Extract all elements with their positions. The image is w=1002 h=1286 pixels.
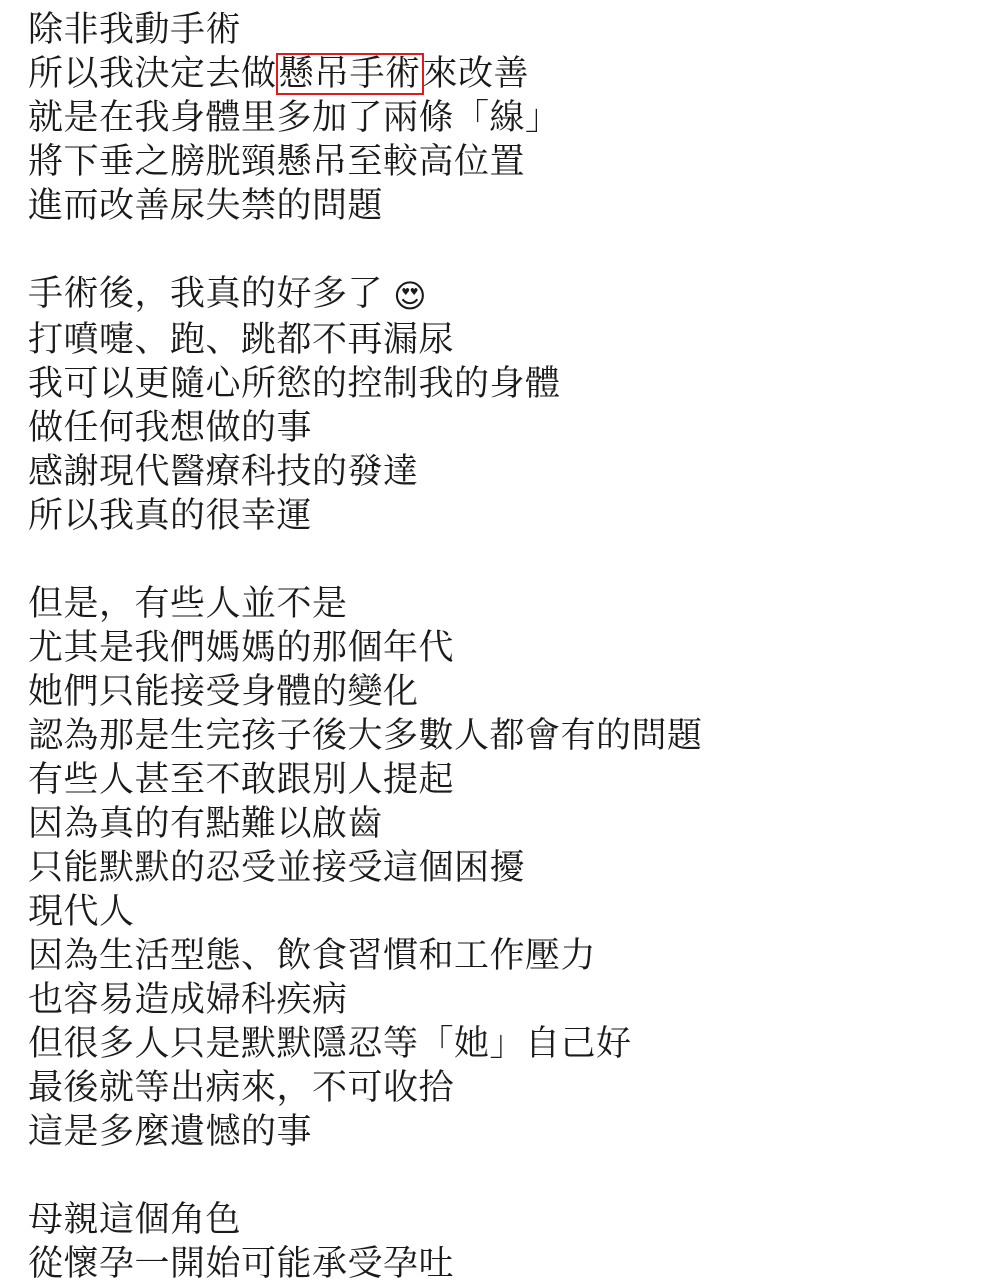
text-run: 母親這個角色 — [28, 1200, 242, 1239]
text-line — [28, 1198, 1002, 1242]
text-run: 做任何我想做的事 — [28, 408, 313, 447]
text-run: 但很多人只是默默隱忍等「她」自己好 — [28, 1024, 632, 1063]
text-line — [28, 934, 1002, 978]
text-run: 只能默默的忍受並接受這個困擾 — [28, 848, 526, 887]
text-line — [28, 890, 1002, 934]
text-run: 打噴嚏、跑、跳都不再漏尿 — [28, 320, 455, 359]
text-line — [28, 582, 1002, 626]
paragraph — [28, 8, 1002, 228]
text-line — [28, 714, 1002, 758]
text-run: 尤其是我們媽媽的那個年代 — [28, 628, 455, 667]
text-run: 這是多麼遺憾的事 — [28, 1112, 313, 1151]
text-run: 她們只能接受身體的變化 — [28, 672, 419, 711]
text-run: 感謝現代醫療科技的發達 — [28, 452, 419, 491]
text-run: 但是，有些人並不是 — [28, 584, 348, 623]
text-run: 手術後，我真的好多了 — [28, 274, 394, 313]
text-line — [28, 802, 1002, 846]
text-run: 所以我真的很幸運 — [28, 496, 313, 535]
text-run: 將下垂之膀胱頸懸吊至較高位置 — [28, 142, 526, 181]
text-run: 也容易造成婦科疾病 — [28, 980, 348, 1019]
text-run: 從懷孕一開始可能承受孕吐 — [28, 1244, 455, 1283]
text-run: 最後就等出病來，不可收拾 — [28, 1068, 455, 1107]
text-line — [28, 494, 1002, 538]
text-line — [28, 272, 1002, 318]
paragraph — [28, 1198, 1002, 1286]
text-line — [28, 978, 1002, 1022]
document-text-body — [28, 8, 1002, 1286]
text-run: 進而改善尿失禁的問題 — [28, 186, 384, 225]
text-line — [28, 96, 1002, 140]
text-run: 就是在我身體里多加了兩條「線」 — [28, 98, 561, 137]
text-line — [28, 450, 1002, 494]
smiling-face-with-hearts-icon: 😍 — [393, 278, 428, 314]
text-line — [28, 670, 1002, 714]
text-run: 因為生活型態、飲食習慣和工作壓力 — [28, 936, 597, 975]
text-run: 有些人甚至不敢跟別人提起 — [28, 760, 455, 799]
text-line — [28, 184, 1002, 228]
text-line — [28, 52, 1002, 96]
text-line — [28, 1066, 1002, 1110]
text-line — [28, 8, 1002, 52]
text-line — [28, 846, 1002, 890]
text-run: 認為那是生完孩子後大多數人都會有的問題 — [28, 716, 703, 755]
paragraph — [28, 272, 1002, 538]
paragraph-gap — [28, 228, 1002, 272]
text-line — [28, 1242, 1002, 1286]
text-line — [28, 318, 1002, 362]
text-run: 我可以更隨心所慾的控制我的身體 — [28, 364, 561, 403]
text-line — [28, 758, 1002, 802]
text-line — [28, 1022, 1002, 1066]
paragraph — [28, 582, 1002, 1154]
text-run: 所以我決定去做 — [28, 54, 277, 93]
text-run: 現代人 — [28, 892, 135, 931]
highlighted-phrase: 懸吊手術 — [276, 53, 424, 95]
text-line — [28, 362, 1002, 406]
text-run: 來改善 — [422, 54, 530, 93]
text-line — [28, 406, 1002, 450]
paragraph-gap — [28, 1154, 1002, 1198]
text-line — [28, 140, 1002, 184]
text-line — [28, 626, 1002, 670]
text-run: 因為真的有點難以啟齒 — [28, 804, 384, 843]
text-line — [28, 1110, 1002, 1154]
text-run: 除非我動手術 — [28, 10, 242, 49]
paragraph-gap — [28, 538, 1002, 582]
